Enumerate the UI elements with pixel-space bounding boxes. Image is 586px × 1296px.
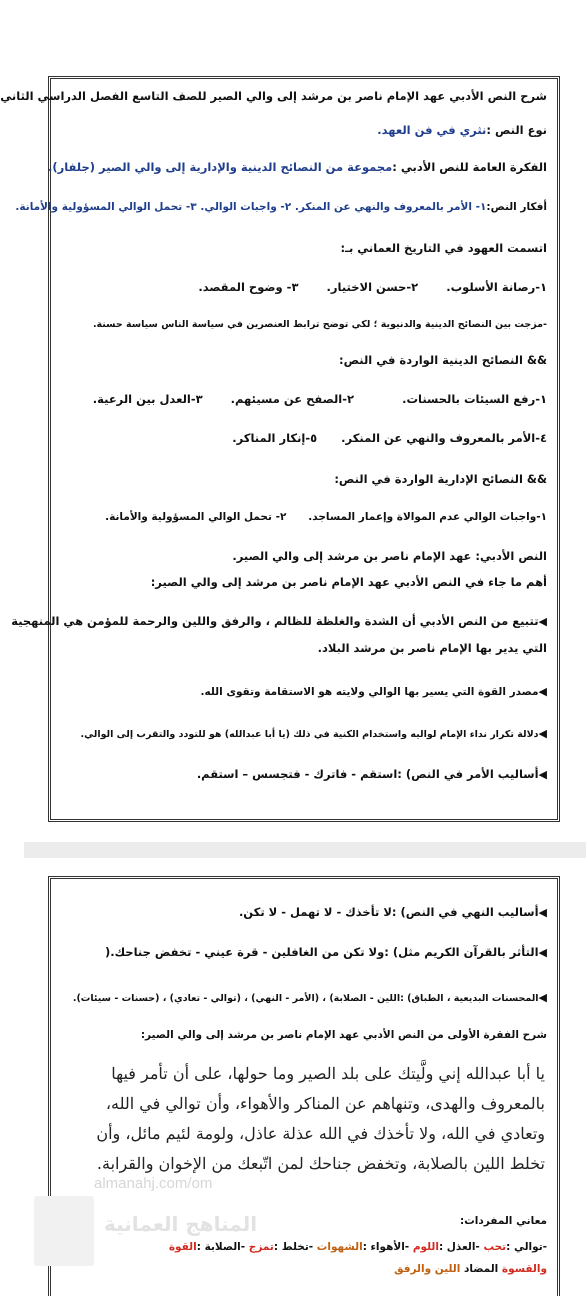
page-separator [24, 842, 586, 858]
vocab-heading: معاني المفردات: [460, 1215, 547, 1227]
thoughts-label: أفكار النص: [486, 201, 547, 213]
arrow-left-icon: ◀ [538, 727, 547, 740]
arrow-left-icon: ◀ [538, 946, 547, 959]
point-6: ◀التأثر بالقرآن الكريم مثل) :ولا تكن من الغافلين - قرة عيني - تخفض جناحك.( [104, 945, 547, 959]
admin-line: ١-واجبات الوالي عدم الموالاة وإعمار المساجد. ٢- تحمل الوالي المسؤولية والأمانة. [105, 511, 547, 523]
thoughts-value: ١- الأمر بالمعروف والنهي عن المنكر. ٢- واجبات الوالي. ٣- تحمل الوالي المسؤولية والأمانة. [15, 201, 487, 213]
vocab-line-1: -توالي :تحب -العذل :اللوم -الأهواء :الشهوات -تخلط :تمزج -الصلابة :القوة [168, 1241, 547, 1253]
arrow-left-icon: ◀ [538, 768, 547, 781]
point-1a: ◀تتبيع من النص الأدبي أن الشدة والغلظة للظالم ، والرفق واللين والرحمة للمؤمن هي المنهجية [11, 614, 547, 628]
admin-heading: && النصائح الإدارية الواردة في النص: [334, 472, 547, 486]
point-5: ◀أساليب النهي في النص) :لا تأخذك - لا تهمل - لا تكن. [238, 905, 547, 919]
arrow-left-icon: ◀ [538, 615, 547, 628]
watermark-logo-text: المناهج العمانية [104, 1212, 258, 1236]
most-important-heading: أهم ما جاء في النص الأدبي عهد الإمام ناصر بن مرشد إلى والي الصير: [150, 575, 547, 589]
quoted-passage: يا أبا عبدالله إني ولَّيتك على بلد الصير وما حولها، على أن تأمر فيها بالمعروف والهدى، وتنهاهم عن المناكر والأهواء، وأن توالي في الله، وتعادي في الله، ولا تأخذك في الله عذلة عاذل، ولومة لئيم مائل، وأن تخلط اللين بالصلابة، وتخفض جناحك لمن اتّبعك من الإخوان والقرابة. [96, 1064, 545, 1173]
arrow-left-icon: ◀ [538, 906, 547, 919]
religious-line-1: ١-رفع السيئات بالحسنات. ٢-الصفح عن مسيئهم. ٣-العدل بين الرعية. [92, 392, 547, 406]
text-name-line: النص الأدبي: عهد الإمام ناصر بن مرشد إلى والي الصير. [232, 549, 547, 563]
point-1b: التي يدير بها الإمام ناصر بن مرشد البلاد. [317, 641, 547, 655]
watermark-url: almanahj.com/om [94, 1175, 213, 1192]
point-3: ◀دلالة تكرار نداء الإمام لواليه واستخدام الكنية في ذلك (يا أبا عبدالله) هو للتودد والتقرب إلى الوالي. [80, 727, 547, 740]
vocab-line-2: والقسوة المضاد اللين والرفق [394, 1263, 547, 1275]
covenants-items: ١-رصانة الأسلوب. ٢-حسن الاختيار. ٣- وضوح المقصد. [198, 280, 547, 294]
text-type-line [61, 123, 547, 137]
text-type-label: نوع النص : [486, 123, 547, 137]
watermark-logo-box [34, 1196, 94, 1266]
explain-heading: شرح الفقرة الأولى من النص الأدبي عهد الإمام ناصر بن مرشد إلى والي الصير: [140, 1029, 547, 1041]
religious-line-2: ٤-الأمر بالمعروف والنهي عن المنكر. ٥-إنكار المناكر. [232, 431, 547, 445]
point-2: ◀مصدر القوة التي يسير بها الوالي ولايته هو الاستقامة وتقوى الله. [200, 685, 547, 698]
arrow-left-icon: ◀ [538, 685, 547, 698]
thoughts-line [15, 201, 547, 213]
point-4: ◀أساليب الأمر في النص) :استقم - فاترك - فتجسس – استقم. [196, 767, 547, 781]
mixed-note: -مزجت بين النصائح الدينية والدنيوية ؛ لكي توضح ترابط العنصرين في سياسة الناس سياسة حسنة. [92, 319, 547, 330]
general-idea-line [47, 160, 547, 174]
covenants-heading: اتسمت العهود في التاريخ العماني بـ: [340, 241, 547, 255]
point-7: ◀المحسنات البديعية ، الطباق) :اللين - الصلابة) ، (الأمر - النهي) ، (توالي - تعادي) ، (حسنات - سيئات). [72, 991, 547, 1004]
general-idea-value: مجموعة من النصائح الدينية والإدارية إلى والي الصير (جلفار). [47, 160, 393, 174]
text-type-value: نثري في فن العهد. [377, 123, 487, 137]
arrow-left-icon: ◀ [538, 991, 547, 1004]
doc-title: شرح النص الأدبي عهد الإمام ناصر بن مرشد إلى والي الصير للصف التاسع الفصل الدراسي الثاني [0, 89, 547, 103]
general-idea-label: الفكرة العامة للنص الأدبي : [392, 160, 547, 174]
religious-heading: && النصائح الدينية الواردة في النص: [339, 353, 547, 367]
document-page-1 [0, 76, 560, 822]
